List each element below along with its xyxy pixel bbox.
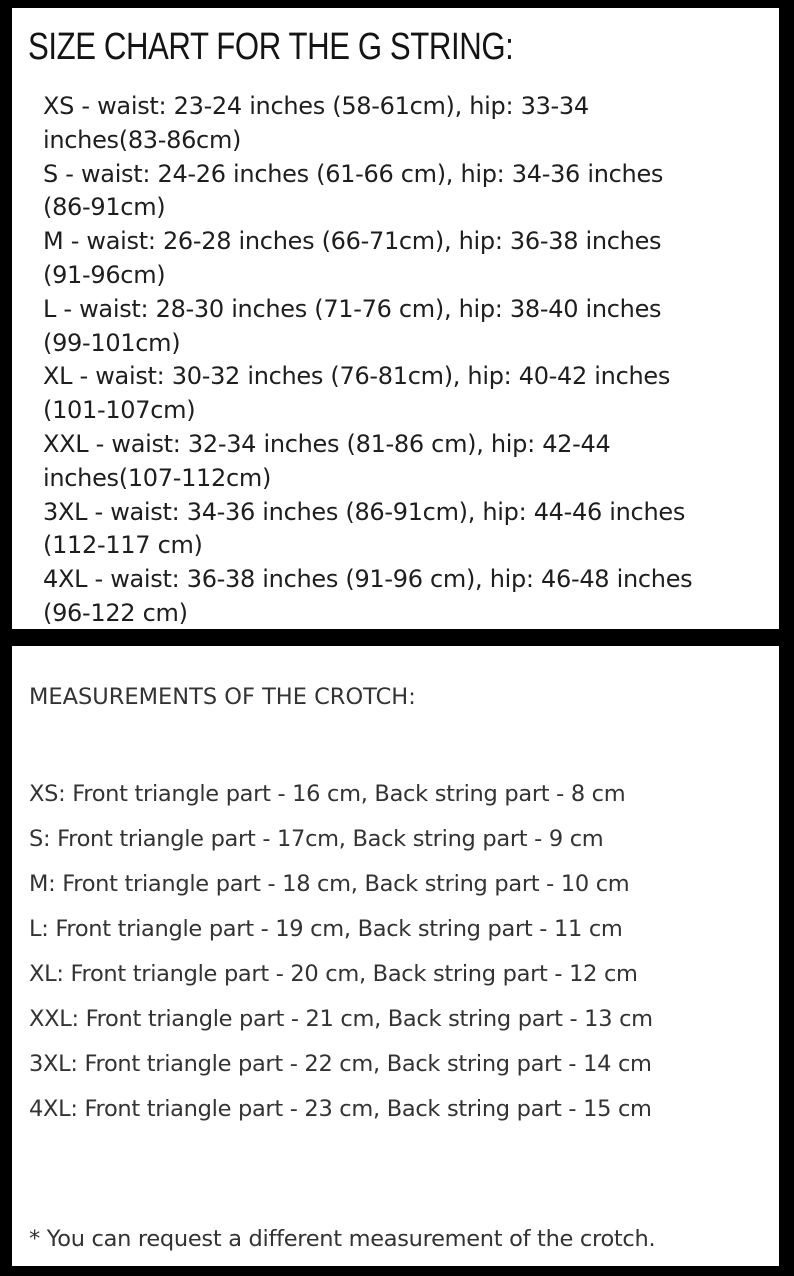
size-chart-line: 4XL - waist: 36-38 inches (91-96 cm), hip: 46-48 inches — [43, 565, 693, 594]
crotch-measurement-row: S: Front triangle part - 17cm, Back string part - 9 cm — [29, 826, 604, 852]
crotch-measurement-row: XL: Front triangle part - 20 cm, Back string part - 12 cm — [29, 961, 638, 987]
size-chart-line: (101-107cm) — [43, 396, 196, 425]
crotch-measurements-list — [29, 772, 769, 1132]
size-chart-line: XL - waist: 30-32 inches (76-81cm), hip: 40-42 inches — [43, 362, 671, 391]
size-chart-line: M - waist: 26-28 inches (66-71cm), hip: 36-38 inches — [43, 227, 662, 256]
size-chart-line: (86-91cm) — [43, 193, 166, 222]
size-chart-line: XS - waist: 23-24 inches (58-61cm), hip: 33-34 — [43, 92, 589, 120]
size-chart-line: 3XL - waist: 34-36 inches (86-91cm), hip: 44-46 inches — [43, 497, 686, 526]
crotch-measurement-row: 4XL: Front triangle part - 23 cm, Back string part - 15 cm — [29, 1096, 652, 1122]
crotch-measurements-title: MEASUREMENTS OF THE CROTCH: — [29, 684, 416, 710]
size-chart-line: XXL - waist: 32-34 inches (81-86 cm), hip: 42-44 — [43, 429, 611, 458]
crotch-measurement-row: L: Front triangle part - 19 cm, Back string part - 11 cm — [29, 916, 623, 942]
size-chart-line: S - waist: 24-26 inches (61-66 cm), hip: 34-36 inches — [43, 159, 664, 188]
size-chart-list — [43, 90, 773, 631]
size-chart-line: inches(107-112cm) — [43, 463, 272, 492]
crotch-measurements-panel — [12, 646, 779, 1266]
crotch-measurement-row: 3XL: Front triangle part - 22 cm, Back string part - 14 cm — [29, 1051, 652, 1077]
crotch-measurement-row: XS: Front triangle part - 16 cm, Back string part - 8 cm — [29, 781, 626, 807]
size-chart-line: inches(83-86cm) — [43, 125, 242, 154]
size-chart-line: (91-96cm) — [43, 260, 166, 289]
size-chart-panel — [12, 8, 779, 629]
crotch-request-note: * You can request a different measurement of the crotch. — [29, 1226, 656, 1252]
size-chart-line: L - waist: 28-30 inches (71-76 cm), hip: 38-40 inches — [43, 294, 662, 323]
size-chart-line: (96-122 cm) — [43, 598, 188, 627]
crotch-measurement-row: XXL: Front triangle part - 21 cm, Back string part - 13 cm — [29, 1006, 653, 1032]
size-chart-line: (99-101cm) — [43, 328, 181, 357]
crotch-measurement-row: M: Front triangle part - 18 cm, Back string part - 10 cm — [29, 871, 630, 897]
size-chart-line: (112-117 cm) — [43, 531, 203, 560]
size-chart-title: SIZE CHART FOR THE G STRING: — [28, 26, 514, 68]
